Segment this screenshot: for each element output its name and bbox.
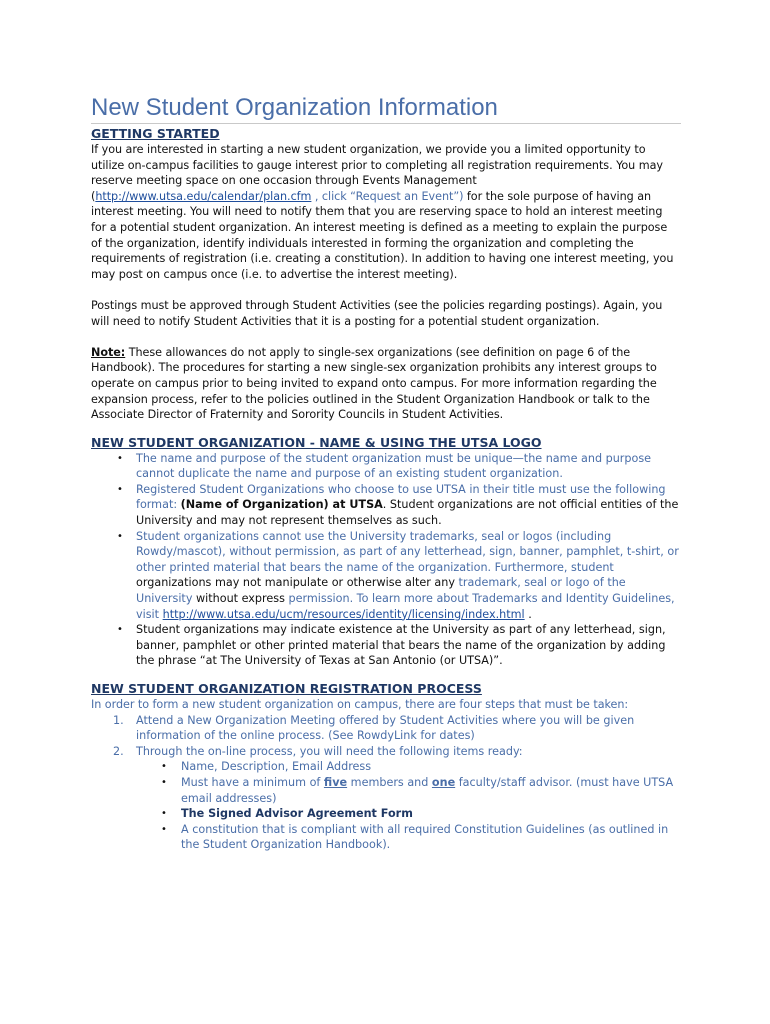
list-item: • Student organizations may indicate existence at the University as part of any letterhead, sign, banner, pamphlet or other printed material that bears the name of the organization by adding the phrase “at The University of Texas at San Antonio (or UTSA)”.: [91, 622, 681, 669]
b2-bold: (Name of Organization) at UTSA: [180, 498, 383, 512]
b3-text-b: organizations may not manipulate or otherwise alter any: [136, 576, 459, 590]
list-item: [91, 775, 681, 806]
b2-text-a: Registered Student Organizations who choose to use UTSA in their title must use the following format:: [136, 482, 666, 512]
sub2-five: five: [323, 775, 348, 789]
page-title: New Student Organization Information: [91, 93, 681, 124]
registration-heading: NEW STUDENT ORGANIZATION REGISTRATION PROCESS: [91, 681, 482, 696]
sub2-text-c: faculty/staff advisor. (must have UTSA email addresses): [181, 775, 674, 805]
registration-steps: [91, 713, 681, 853]
registration-intro: In order to form a new student organization on campus, there are four steps that must be taken:: [91, 698, 629, 711]
postings-paragraph: Postings must be approved through Student Activities (see the policies regarding postings). Again, you will need to notify Student Activities that it is a posting for a potential student organization.: [91, 298, 663, 328]
note-paragraph: [91, 345, 681, 423]
document-page: [91, 93, 681, 853]
step-item: [91, 744, 681, 853]
list-item: • A constitution that is compliant with all required Constitution Guidelines (as outlined in the Student Organization Handbook).: [91, 822, 681, 853]
gs-text-b: , click “Request an Event”): [311, 189, 464, 203]
sub3-text: The Signed Advisor Agreement Form: [181, 807, 413, 821]
sub2-one: one: [431, 775, 456, 789]
b2-text-c: . Student organizations are not official entities of the University and may not represent themselves as such.: [136, 498, 679, 528]
gs-text-c: for the sole purpose of having an interest meeting. You will need to notify them that you are reserving space to hold an interest meeting for a potential student organization. An interest meeting is defined as a meeting to explain the purpose of the organization, identify individuals interested in forming the organization and completing the requirements of registration (i.e. creating a constitution). In addition to having one interest meeting, you may post on campus once (i.e. to advertise the interest meeting).: [91, 189, 674, 281]
list-item: • Name, Description, Email Address: [91, 759, 681, 775]
note-label: Note:: [91, 345, 126, 359]
getting-started-section: [91, 126, 681, 423]
list-item: [91, 529, 681, 623]
step-number: 1.: [113, 713, 124, 727]
step-number: 2.: [113, 744, 124, 758]
b3-text-e: permission. To learn more about Trademarks and Identity Guidelines, visit: [136, 592, 675, 621]
name-logo-section: [91, 435, 681, 669]
sub2-text-a: Must have a minimum of: [181, 775, 324, 789]
registration-section: [91, 681, 681, 853]
b3-text-d: without express: [192, 592, 289, 606]
list-item: • The name and purpose of the student organization must be unique—the name and purpose cannot duplicate the name and purpose of an existing student organization.: [91, 451, 681, 482]
getting-started-paragraph: [91, 142, 681, 282]
b3-text-c: trademark, seal or logo of the University: [136, 576, 626, 606]
list-item: [91, 806, 681, 822]
required-items-list: [136, 759, 681, 853]
list-item: [91, 482, 681, 529]
b3-end: .: [524, 607, 532, 621]
getting-started-heading: GETTING STARTED: [91, 126, 220, 141]
licensing-link[interactable]: http://www.utsa.edu/ucm/resources/identity/licensing/index.html: [162, 607, 525, 621]
name-logo-heading: NEW STUDENT ORGANIZATION - NAME & USING THE UTSA LOGO: [91, 434, 542, 450]
gs-text-a: If you are interested in starting a new student organization, we provide you a limited opportunity to utilize on-campus facilities to gauge interest prior to completing all registration requirements. You may reserve meeting space on one occasion through Events Management (: [91, 143, 663, 203]
note-text: These allowances do not apply to single-sex organizations (see definition on page 6 of the Handbook). The procedures for starting a new single-sex organization prohibits any interest groups to operate on campus prior to being invited to expand onto campus. For more information regarding the expansion process, refer to the policies outlined in the Student Organization Handbook or talk to the Associate Director of Fraternity and Sorority Councils in Student Activities.: [91, 345, 657, 422]
b3-text-a: Student organizations cannot use the University trademarks, seal or logos (including Rowdy/mascot), without permission, as part of any letterhead, sign, banner, pamphlet, t-shirt, or other printed material that bears the name of the organization. Furthermore, student: [136, 529, 679, 574]
events-management-link[interactable]: http://www.utsa.edu/calendar/plan.cfm: [95, 189, 312, 203]
step-item: [91, 713, 681, 744]
name-logo-list: [91, 451, 681, 669]
sub2-text-b: members and: [347, 775, 432, 789]
step-text: Attend a New Organization Meeting offered by Student Activities where you will be given information of the online process. (See RowdyLink for dates): [136, 713, 635, 743]
step-text: Through the on-line process, you will need the following items ready:: [136, 744, 523, 758]
